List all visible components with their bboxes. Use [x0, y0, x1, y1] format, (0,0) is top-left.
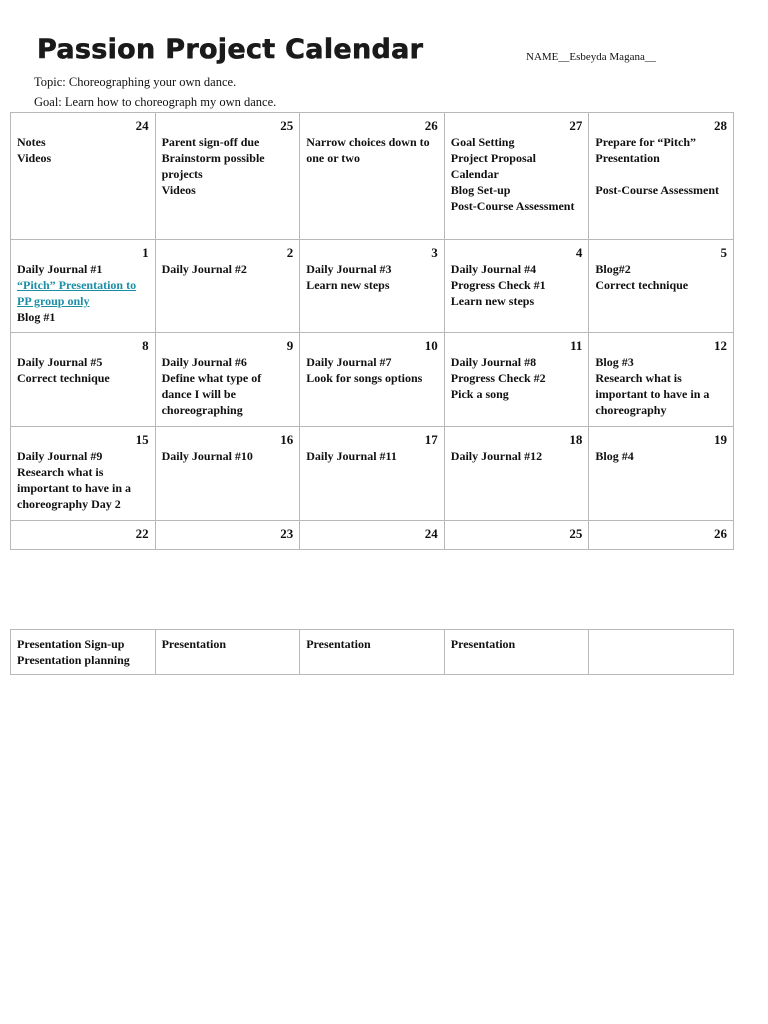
calendar-day-cell [589, 333, 734, 427]
calendar-entry: Blog Set-up [450, 183, 511, 197]
calendar-day-cell [155, 521, 300, 550]
calendar-day-cell [155, 333, 300, 427]
calendar-entry: Brainstorm possible projects [161, 151, 265, 181]
calendar-entry: Progress Check #1 [450, 278, 546, 292]
calendar-day-cell [300, 333, 445, 427]
calendar-day-cell [444, 113, 589, 240]
calendar-day-cell [11, 427, 156, 521]
calendar-entry: Calendar [450, 167, 499, 181]
calendar-entry: Daily Journal #8 [450, 355, 537, 369]
day-number: 22 [135, 526, 149, 541]
calendar-entry: Blog #3 [595, 355, 634, 369]
calendar-body [11, 113, 734, 550]
day-number: 15 [135, 432, 149, 447]
day-number: 18 [569, 432, 583, 447]
day-number: 28 [714, 118, 727, 133]
calendar-entry: Daily Journal #10 [161, 449, 253, 463]
day-number: 16 [280, 432, 294, 447]
calendar-day-cell [11, 240, 156, 333]
calendar-day-cell [444, 333, 589, 427]
calendar-entry: Notes [17, 135, 46, 149]
calendar-entry: Blog #4 [595, 449, 634, 463]
day-number: 19 [714, 432, 727, 447]
day-number: 25 [569, 526, 583, 541]
calendar-day-cell [155, 113, 300, 240]
day-number: 1 [142, 245, 149, 260]
day-number: 3 [431, 245, 438, 260]
presentation-cell [444, 630, 589, 675]
calendar-entry: Learn new steps [306, 278, 390, 292]
day-number: 26 [714, 526, 727, 541]
calendar-entry: Daily Journal #6 [161, 355, 247, 369]
calendar-entry: Daily Journal #7 [306, 355, 392, 369]
presentation-row [11, 630, 734, 675]
calendar-entry: Videos [17, 151, 52, 165]
day-number: 9 [286, 338, 294, 353]
day-number: 4 [575, 245, 583, 260]
presentation-cell [300, 630, 445, 675]
calendar-entry: Daily Journal #5 [17, 355, 103, 369]
day-number: 23 [280, 526, 294, 541]
day-number: 17 [424, 432, 438, 447]
day-number: 24 [424, 526, 438, 541]
calendar-week-row [11, 333, 734, 427]
calendar-day-cell [11, 333, 156, 427]
presentation-table [10, 629, 734, 675]
calendar-entry: Daily Journal #12 [450, 449, 543, 463]
calendar-entry: Research what is important to have in a choreography [595, 371, 710, 417]
calendar-day-cell [444, 427, 589, 521]
day-number: 2 [286, 245, 294, 260]
day-number: 8 [142, 338, 149, 353]
calendar-entry: Daily Journal #4 [450, 262, 537, 276]
day-number: 12 [714, 338, 727, 353]
calendar-day-cell [300, 427, 445, 521]
calendar-day-cell [155, 240, 300, 333]
calendar-entry: Define what type of dance I will be choreographing [161, 371, 262, 417]
calendar-week-row [11, 427, 734, 521]
calendar-entry: Research what is important to have in a choreography Day 2 [17, 465, 131, 511]
calendar-entry: Parent sign-off due [161, 135, 260, 149]
day-number: 11 [570, 338, 583, 353]
day-number: 5 [720, 245, 727, 260]
day-number: 25 [280, 118, 294, 133]
presentation-cell [11, 630, 156, 675]
presentation-cell [589, 630, 734, 675]
calendar-entry: Daily Journal #11 [306, 449, 397, 463]
calendar-day-cell [11, 113, 156, 240]
calendar-week-row [11, 240, 734, 333]
calendar-table [10, 112, 734, 550]
blank-line [595, 166, 727, 182]
presentation-cell [155, 630, 300, 675]
calendar-day-cell [300, 521, 445, 550]
calendar-entry: Prepare for “Pitch” Presentation [595, 135, 697, 165]
calendar-entry: Correct technique [17, 371, 110, 385]
calendar-week-row [11, 113, 734, 240]
calendar-entry: Daily Journal #2 [161, 262, 247, 276]
calendar-entry: Post-Course Assessment [450, 199, 575, 213]
calendar-entry: Project Proposal [450, 151, 536, 165]
calendar-entry: Narrow choices down to one or two [306, 135, 430, 165]
calendar-entry: Daily Journal #9 [17, 449, 103, 463]
calendar-entry: Daily Journal #1 [17, 262, 103, 276]
calendar-day-cell [155, 427, 300, 521]
calendar-day-cell [444, 521, 589, 550]
calendar-entry: Progress Check #2 [450, 371, 546, 385]
calendar-entry: Videos [161, 183, 196, 197]
calendar-day-cell [11, 521, 156, 550]
goal-line: Goal: Learn how to choreograph my own dance. [34, 95, 277, 109]
page-title: Passion Project Calendar [37, 34, 424, 65]
presentation-entry: Presentation [161, 637, 227, 651]
calendar-day-cell [589, 521, 734, 550]
day-number: 26 [424, 118, 438, 133]
day-number: 24 [135, 118, 149, 133]
calendar-day-cell [300, 113, 445, 240]
day-number: 27 [569, 118, 583, 133]
calendar-day-cell [589, 113, 734, 240]
student-name: NAME__Esbeyda Magana__ [526, 51, 656, 63]
calendar-entry: Daily Journal #3 [306, 262, 392, 276]
pitch-presentation-link[interactable]: “Pitch” Presentation to PP group only [17, 278, 137, 308]
calendar-entry: Post-Course Assessment [595, 183, 720, 197]
calendar-day-cell [300, 240, 445, 333]
calendar-entry: Look for songs options [306, 371, 423, 385]
presentation-entry: Presentation planning [17, 653, 130, 667]
calendar-entry: Goal Setting [450, 135, 515, 149]
presentation-entry: Presentation Sign-up [17, 637, 125, 651]
presentation-entry: Presentation [306, 637, 371, 651]
calendar-day-cell [444, 240, 589, 333]
calendar-entry: Correct technique [595, 278, 689, 292]
calendar-day-cell [589, 427, 734, 521]
day-number: 10 [424, 338, 438, 353]
calendar-entry: Blog #1 [17, 310, 56, 324]
calendar-entry: Pick a song [450, 387, 509, 401]
topic-line: Topic: Choreographing your own dance. [34, 75, 237, 89]
calendar-week-row [11, 521, 734, 550]
calendar-day-cell [589, 240, 734, 333]
calendar-entry: Learn new steps [450, 294, 535, 308]
presentation-entry: Presentation [450, 637, 516, 651]
calendar-entry: Blog#2 [595, 262, 631, 276]
